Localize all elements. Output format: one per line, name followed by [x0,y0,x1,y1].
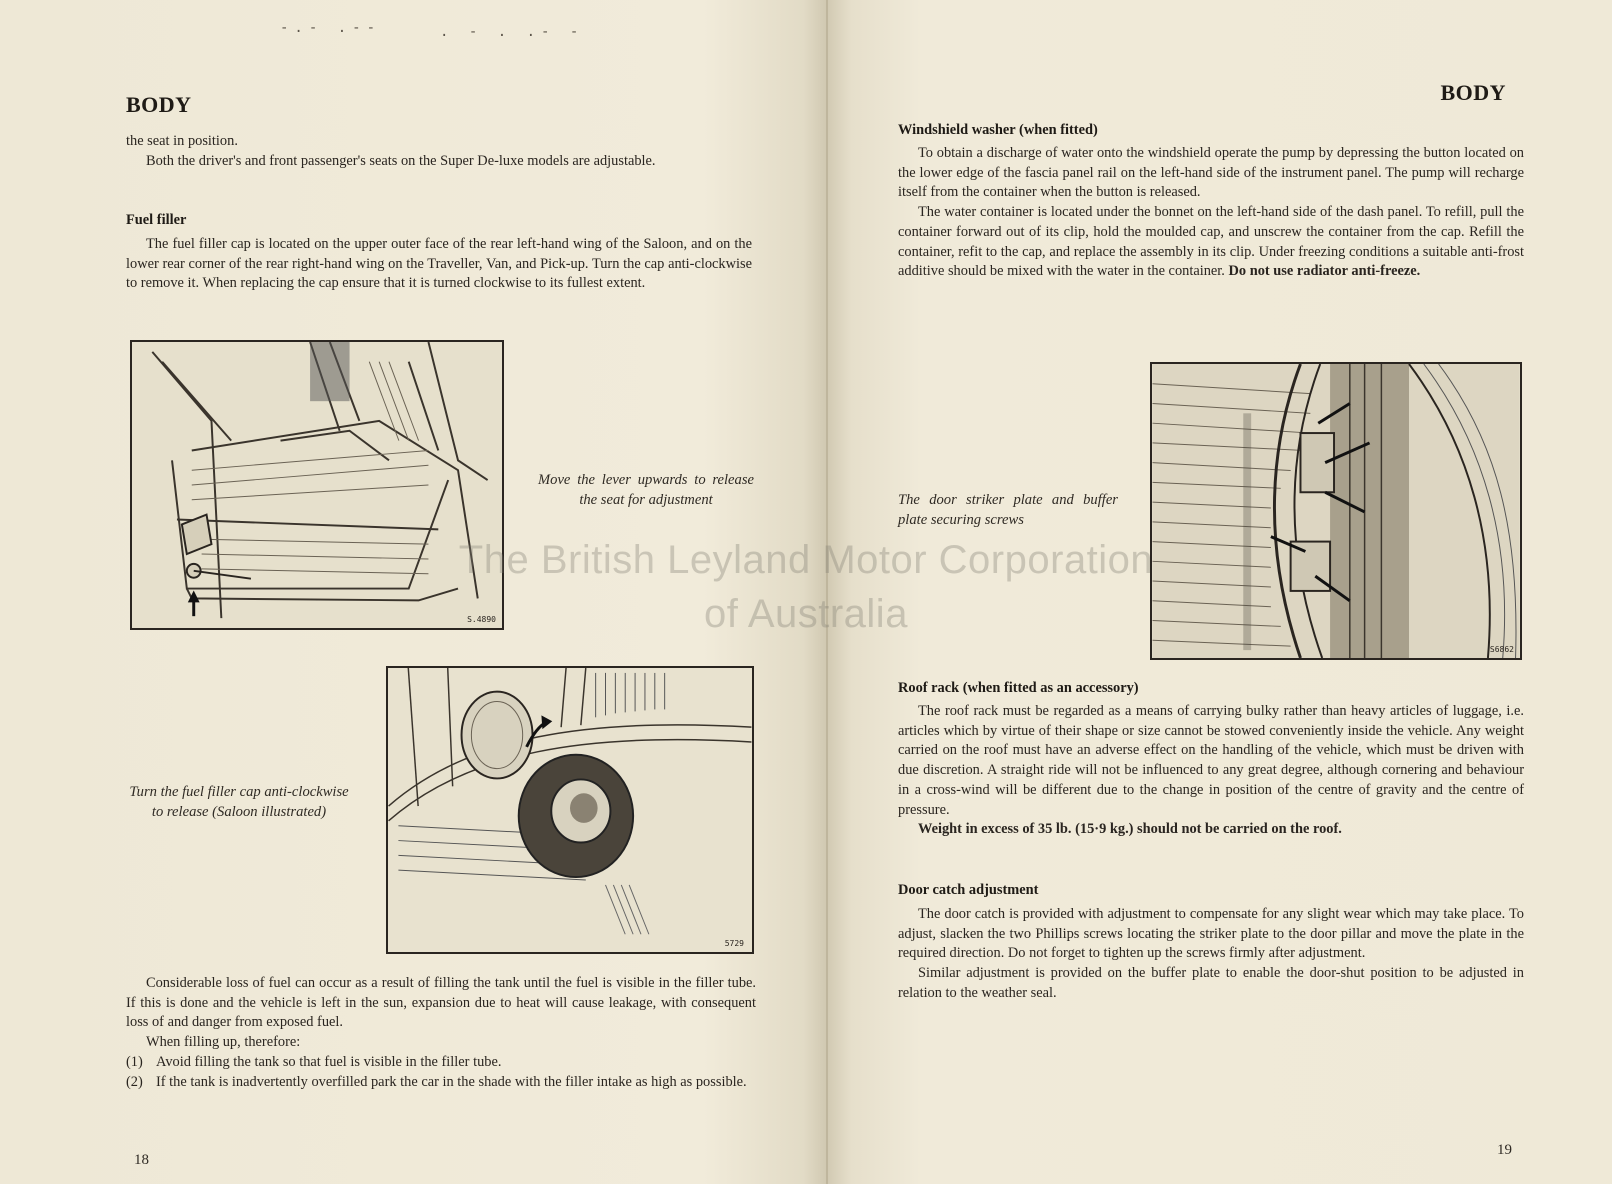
list-text: If the tank is inadvertently overfilled park the car in the shade with the filler intake as high as possible. [156,1073,747,1090]
seat-illustration [132,342,502,628]
fuel-filler-paragraph: The fuel filler cap is located on the upper outer face of the rear left-hand wing of the Saloon, and on the lower rear corner of the rear right-hand wing on the Traveller, Van, and Pick-up. Turn the cap anti-clockwise to remove it. When replacing the cap ensure that it is turned clockwise to its fullest extent. [126,236,752,292]
list-number: (2) [126,1073,143,1090]
intro-line-2: Both the driver's and front passenger's seats on the Super De-luxe models are adjustable. [146,152,656,169]
windshield-text [898,144,1524,282]
figure-fuel-cap [386,666,754,954]
windshield-paragraph-2 [898,203,1524,282]
door-catch-text [898,905,1524,1004]
figure-code: 5729 [724,939,744,948]
print-smudge: . - . .- - [440,24,585,40]
roof-rack-warning [898,820,1524,840]
antifreeze-warning: Do not use radiator anti-freeze. [1228,263,1421,280]
list-text: Avoid filling the tank so that fuel is visible in the filler tube. [156,1053,502,1070]
fuel-cap-illustration [388,668,752,952]
intro-line-1: the seat in position. [126,133,238,149]
roof-rack-text [898,702,1524,840]
fuel-loss-paragraph: Considerable loss of fuel can occur as a result of filling the tank until the fuel is visible in the filler tube. If this is done and the vehicle is left in the sun, expansion due to heat will cause leakage, with consequent loss of and danger from exposed fuel. [126,975,756,1031]
figure-door-striker [1150,362,1522,660]
section-heading-roof-rack: Roof rack (when fitted as an accessory) [898,680,1139,696]
figure-code: S6862 [1489,645,1514,654]
watermark-line-2: of Australia [704,592,908,636]
caption-fuel-cap: Turn the fuel filler cap anti-clockwise to release (Saloon illustrated) [129,784,349,820]
print-smudge: -.- .-- [280,20,382,36]
section-heading-fuel-filler: Fuel filler [126,212,187,228]
intro-text [126,132,752,171]
list-item [126,1073,756,1093]
running-head: BODY [1440,80,1506,105]
door-catch-paragraph-1: The door catch is provided with adjustment to compensate for any slight wear which may take place. To adjust, slacken the two Phillips screws locating the striker plate to the door pillar and move the plate in the required direction. Do not forget to tighten up the screws firmly after adjustment. [898,906,1524,962]
windshield-paragraph-1: To obtain a discharge of water onto the windshield operate the pump by depressing the button located on the lower edge of the fascia panel rail on the left-hand side of the instrument panel. The pump will recharge itself from the container when the button is released. [898,145,1524,201]
watermark-line-1: The British Leyland Motor Corporation [458,538,1154,582]
door-striker-illustration [1152,364,1520,658]
section-heading-door-catch: Door catch adjustment [898,882,1039,898]
caption-seat: Move the lever upwards to release the seat for adjustment [538,472,754,508]
figure-code: S.4890 [467,615,496,624]
fuel-loss-text [126,974,756,1092]
right-page [828,0,1612,1184]
page-number: 18 [134,1152,149,1168]
roof-rack-paragraph: The roof rack must be regarded as a means of carrying bulky rather than heavy articles of luggage, i.e. articles which by virtue of their shape or size cannot be stowed conveniently inside the vehicle. Any weight carried on the roof must have an adverse effect on the handling of the vehicle, which must be driven with due discretion. A straight ride will not be influenced to any great degree, although cornering and behaviour in a cross-wind will be different due to the change in position of the centre of gravity and the centre of pressure. [898,703,1524,818]
when-filling-line: When filling up, therefore: [146,1034,301,1051]
list-item [126,1053,756,1073]
roof-rack-warning-text: Weight in excess of 35 lb. (15·9 kg.) should not be carried on the roof. [918,821,1342,838]
running-head: BODY [126,92,192,117]
section-heading-windshield: Windshield washer (when fitted) [898,122,1098,138]
windshield-paragraph-2-text: The water container is located under the bonnet on the left-hand side of the dash panel. To refill, pull the container forward out of its clip, hold the moulded cap, and unscrew the container from the cap. Refill the container, refit to the cap, and replace the assembly in its clip. Under freezing conditions a suitable anti-frost additive should be mixed with the water in the container. [898,204,1524,280]
fuel-filler-text [126,235,752,294]
page-number: 19 [1497,1142,1512,1158]
door-catch-paragraph-2: Similar adjustment is provided on the buffer plate to enable the door-shut position to be adjusted in relation to the weather seal. [898,965,1524,1001]
caption-door-striker: The door striker plate and buffer plate securing screws [898,492,1118,528]
figure-seat-adjust [130,340,504,630]
list-number: (1) [126,1053,143,1070]
